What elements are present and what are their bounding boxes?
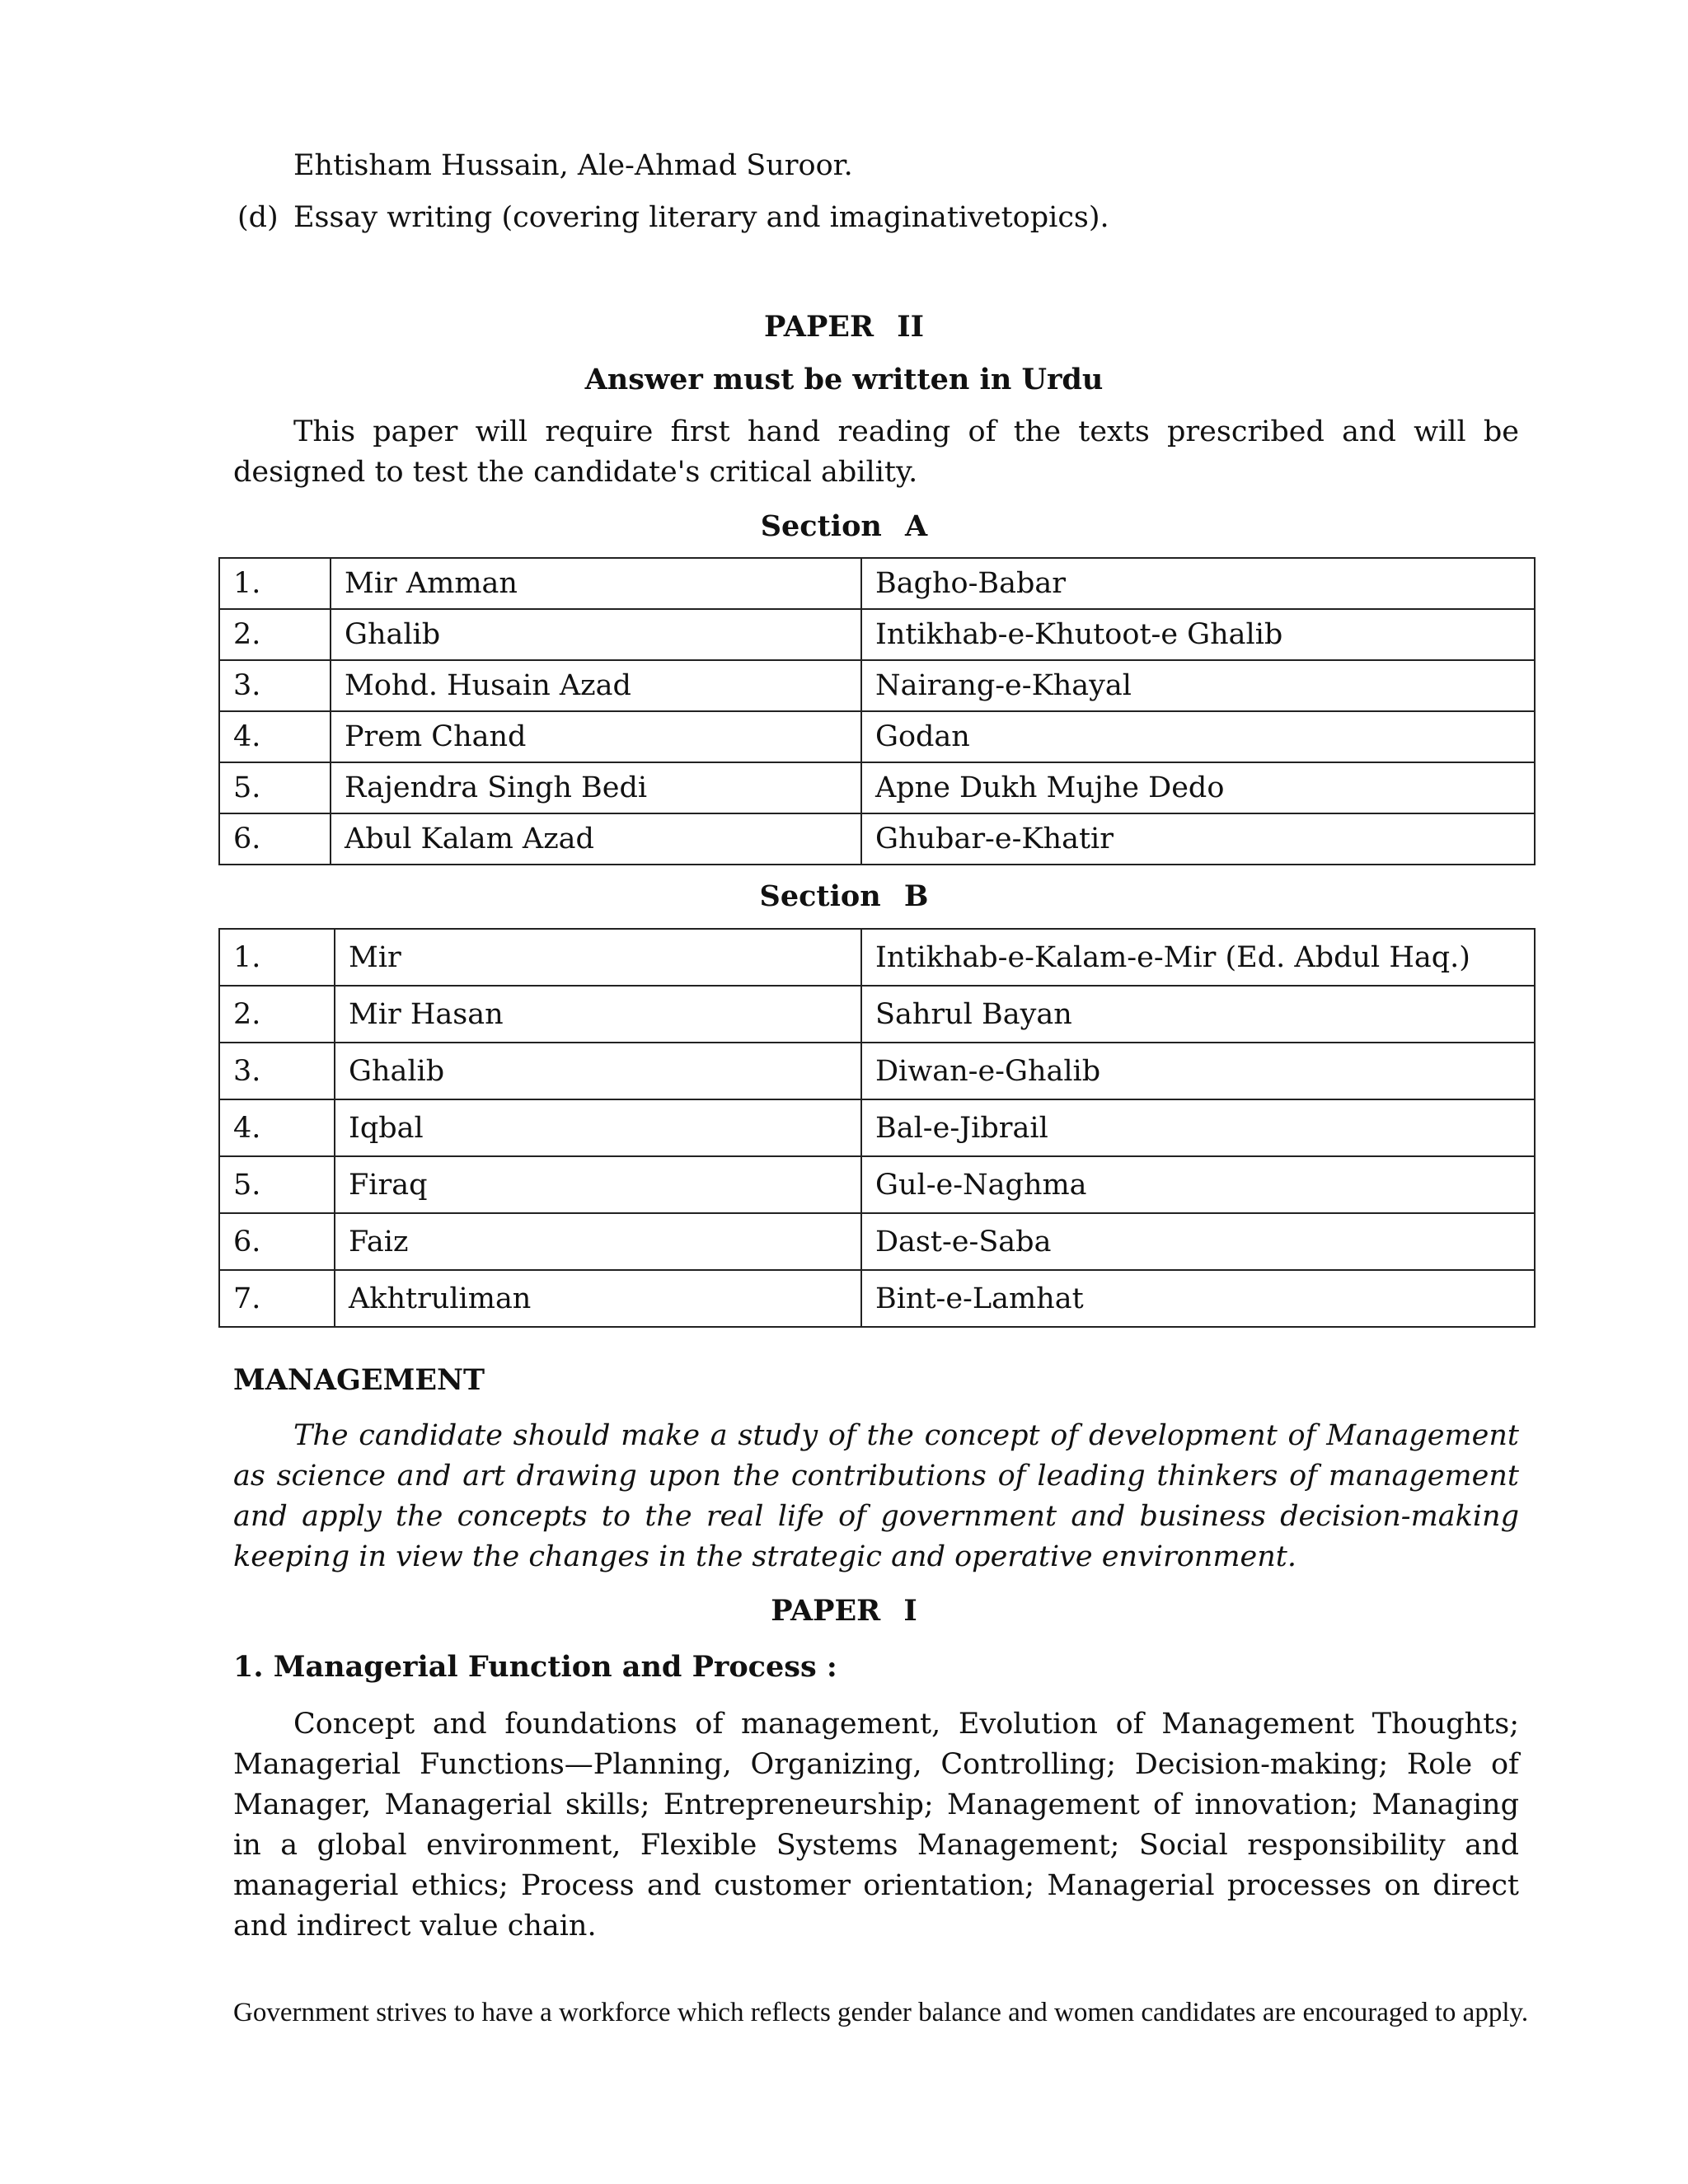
table-cell-author: Iqbal <box>335 1099 861 1156</box>
table-cell-work: Bal-e-Jibrail <box>861 1099 1535 1156</box>
section-a-title: Section A <box>760 509 928 543</box>
item-d-label: (d) <box>237 201 279 234</box>
table-cell-num: 4. <box>219 1099 335 1156</box>
section-b-table <box>218 928 1536 1328</box>
table-cell-author: Prem Chand <box>331 711 861 762</box>
table-cell-work: Bint-e-Lamhat <box>861 1270 1535 1327</box>
table-cell-author: Mir <box>335 929 861 986</box>
table-cell-work: Intikhab-e-Kalam-e-Mir (Ed. Abdul Haq.) <box>861 929 1535 986</box>
table-cell-author: Rajendra Singh Bedi <box>331 762 861 813</box>
paper-ii-title: PAPER II <box>764 310 924 344</box>
table-row <box>219 711 1535 762</box>
table-cell-work: Ghubar-e-Khatir <box>861 813 1535 865</box>
table-cell-num: 2. <box>219 609 331 660</box>
table-cell-num: 3. <box>219 660 331 711</box>
paper-ii-subtitle: Answer must be written in Urdu <box>584 363 1104 396</box>
table-cell-num: 6. <box>219 1213 335 1270</box>
table-cell-work: Intikhab-e-Khutoot-e Ghalib <box>861 609 1535 660</box>
table-row <box>219 1043 1535 1099</box>
management-heading: MANAGEMENT <box>233 1363 485 1397</box>
table-cell-num: 5. <box>219 1156 335 1213</box>
table-cell-work: Bagho-Babar <box>861 558 1535 609</box>
table-cell-num: 1. <box>219 558 331 609</box>
table-cell-author: Mir Hasan <box>335 986 861 1043</box>
table-cell-work: Godan <box>861 711 1535 762</box>
management-intro: The candidate should make a study of the concept of development of Management as science and art drawing upon the contributions of leading thinkers of management and apply the concepts to the real life of government and business decision-making keeping in view the changes in the strategic and operative environment. <box>233 1419 1519 1573</box>
table-cell-num: 6. <box>219 813 331 865</box>
table-cell-work: Dast-e-Saba <box>861 1213 1535 1270</box>
table-row <box>219 609 1535 660</box>
topic-1-text: Concept and foundations of management, Evolution of Management Thoughts; Managerial Functions—Planning, Organizing, Controlling; Decision-making; Role of Manager, Managerial skills; Entrepreneurship; Management of innovation; Managing in a global environment, Flexible Systems Management; Social responsibility and managerial ethics; Process and customer orientation; Managerial processes on direct and indirect value chain. <box>233 1708 1519 1943</box>
intro-line: Ehtisham Hussain, Ale-Ahmad Suroor. <box>293 149 853 182</box>
table-cell-author: Firaq <box>335 1156 861 1213</box>
table-cell-num: 3. <box>219 1043 335 1099</box>
table-cell-work: Gul-e-Naghma <box>861 1156 1535 1213</box>
table-row <box>219 762 1535 813</box>
section-b-title: Section B <box>759 879 929 913</box>
table-cell-num: 5. <box>219 762 331 813</box>
table-cell-author: Mohd. Husain Azad <box>331 660 861 711</box>
table-cell-num: 7. <box>219 1270 335 1327</box>
table-cell-author: Mir Amman <box>331 558 861 609</box>
table-cell-work: Nairang-e-Khayal <box>861 660 1535 711</box>
table-row <box>219 1270 1535 1327</box>
paper-i-title: PAPER I <box>771 1594 917 1628</box>
table-cell-author: Faiz <box>335 1213 861 1270</box>
table-cell-work: Diwan-e-Ghalib <box>861 1043 1535 1099</box>
table-cell-work: Sahrul Bayan <box>861 986 1535 1043</box>
footer-note: Government strives to have a workforce which reflects gender balance and women candidates are encouraged to apply. <box>233 1998 1529 2027</box>
table-cell-author: Ghalib <box>331 609 861 660</box>
table-row <box>219 1156 1535 1213</box>
table-row <box>219 1213 1535 1270</box>
table-cell-author: Abul Kalam Azad <box>331 813 861 865</box>
section-a-table <box>218 557 1536 865</box>
table-row <box>219 813 1535 865</box>
item-d-text: Essay writing (covering literary and imaginativetopics). <box>293 201 1109 234</box>
table-row <box>219 660 1535 711</box>
table-cell-author: Ghalib <box>335 1043 861 1099</box>
topic-1-heading: 1. Managerial Function and Process : <box>233 1650 837 1684</box>
table-cell-num: 1. <box>219 929 335 986</box>
table-row <box>219 1099 1535 1156</box>
paper-ii-description: This paper will require first hand reading of the texts prescribed and will be designed to test the candidate's critical ability. <box>233 415 1519 489</box>
table-row <box>219 558 1535 609</box>
table-row <box>219 986 1535 1043</box>
table-cell-num: 2. <box>219 986 335 1043</box>
table-row <box>219 929 1535 986</box>
table-cell-author: Akhtruliman <box>335 1270 861 1327</box>
table-cell-num: 4. <box>219 711 331 762</box>
table-cell-work: Apne Dukh Mujhe Dedo <box>861 762 1535 813</box>
